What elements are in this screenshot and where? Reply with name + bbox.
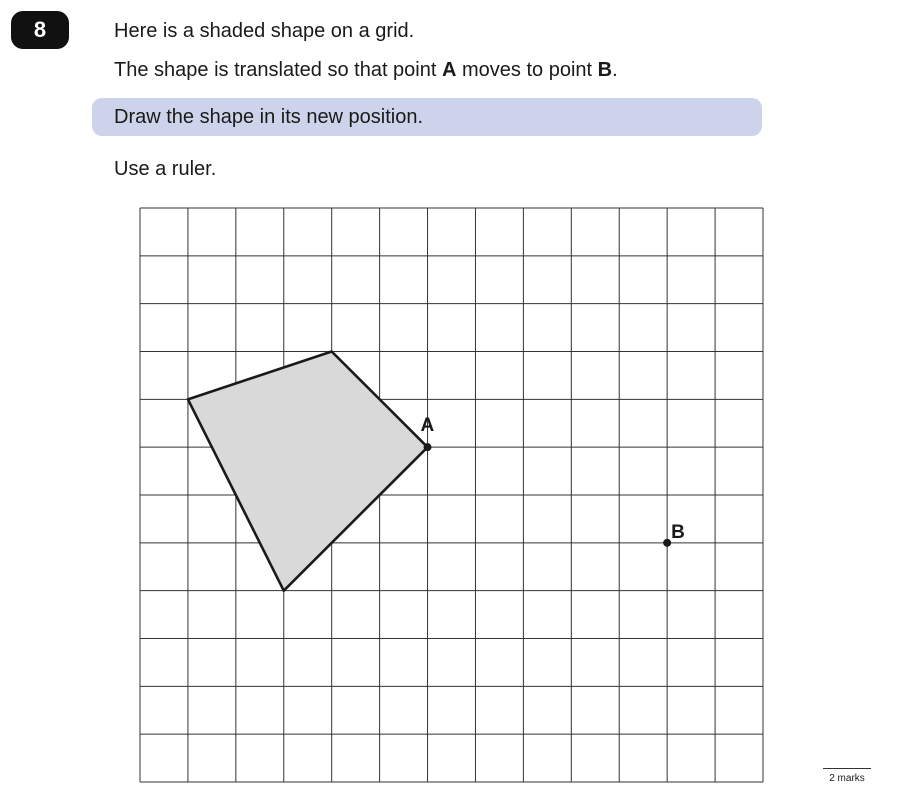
point-a-dot bbox=[424, 443, 432, 451]
grid-lines bbox=[140, 208, 763, 782]
point-b-reference: B bbox=[597, 59, 613, 81]
point-b-dot bbox=[663, 539, 671, 547]
question-intro-text: Here is a shaded shape on a grid. bbox=[114, 20, 415, 42]
translation-text-part-1: The shape is translated so that point bbox=[114, 59, 442, 81]
ruler-note: Use a ruler. bbox=[114, 158, 217, 180]
question-number-badge: 8 bbox=[11, 11, 69, 49]
instruction-text: Draw the shape in its new position. bbox=[114, 106, 424, 128]
translation-text-part-2: moves to point bbox=[456, 59, 598, 81]
shaded-shape bbox=[188, 352, 428, 591]
point-a-label: A bbox=[420, 415, 435, 437]
point-a-reference: A bbox=[441, 59, 457, 81]
marks-label: 2 marks bbox=[823, 768, 871, 786]
point-b-label: B bbox=[671, 521, 685, 543]
translation-text-part-3: . bbox=[612, 59, 618, 81]
